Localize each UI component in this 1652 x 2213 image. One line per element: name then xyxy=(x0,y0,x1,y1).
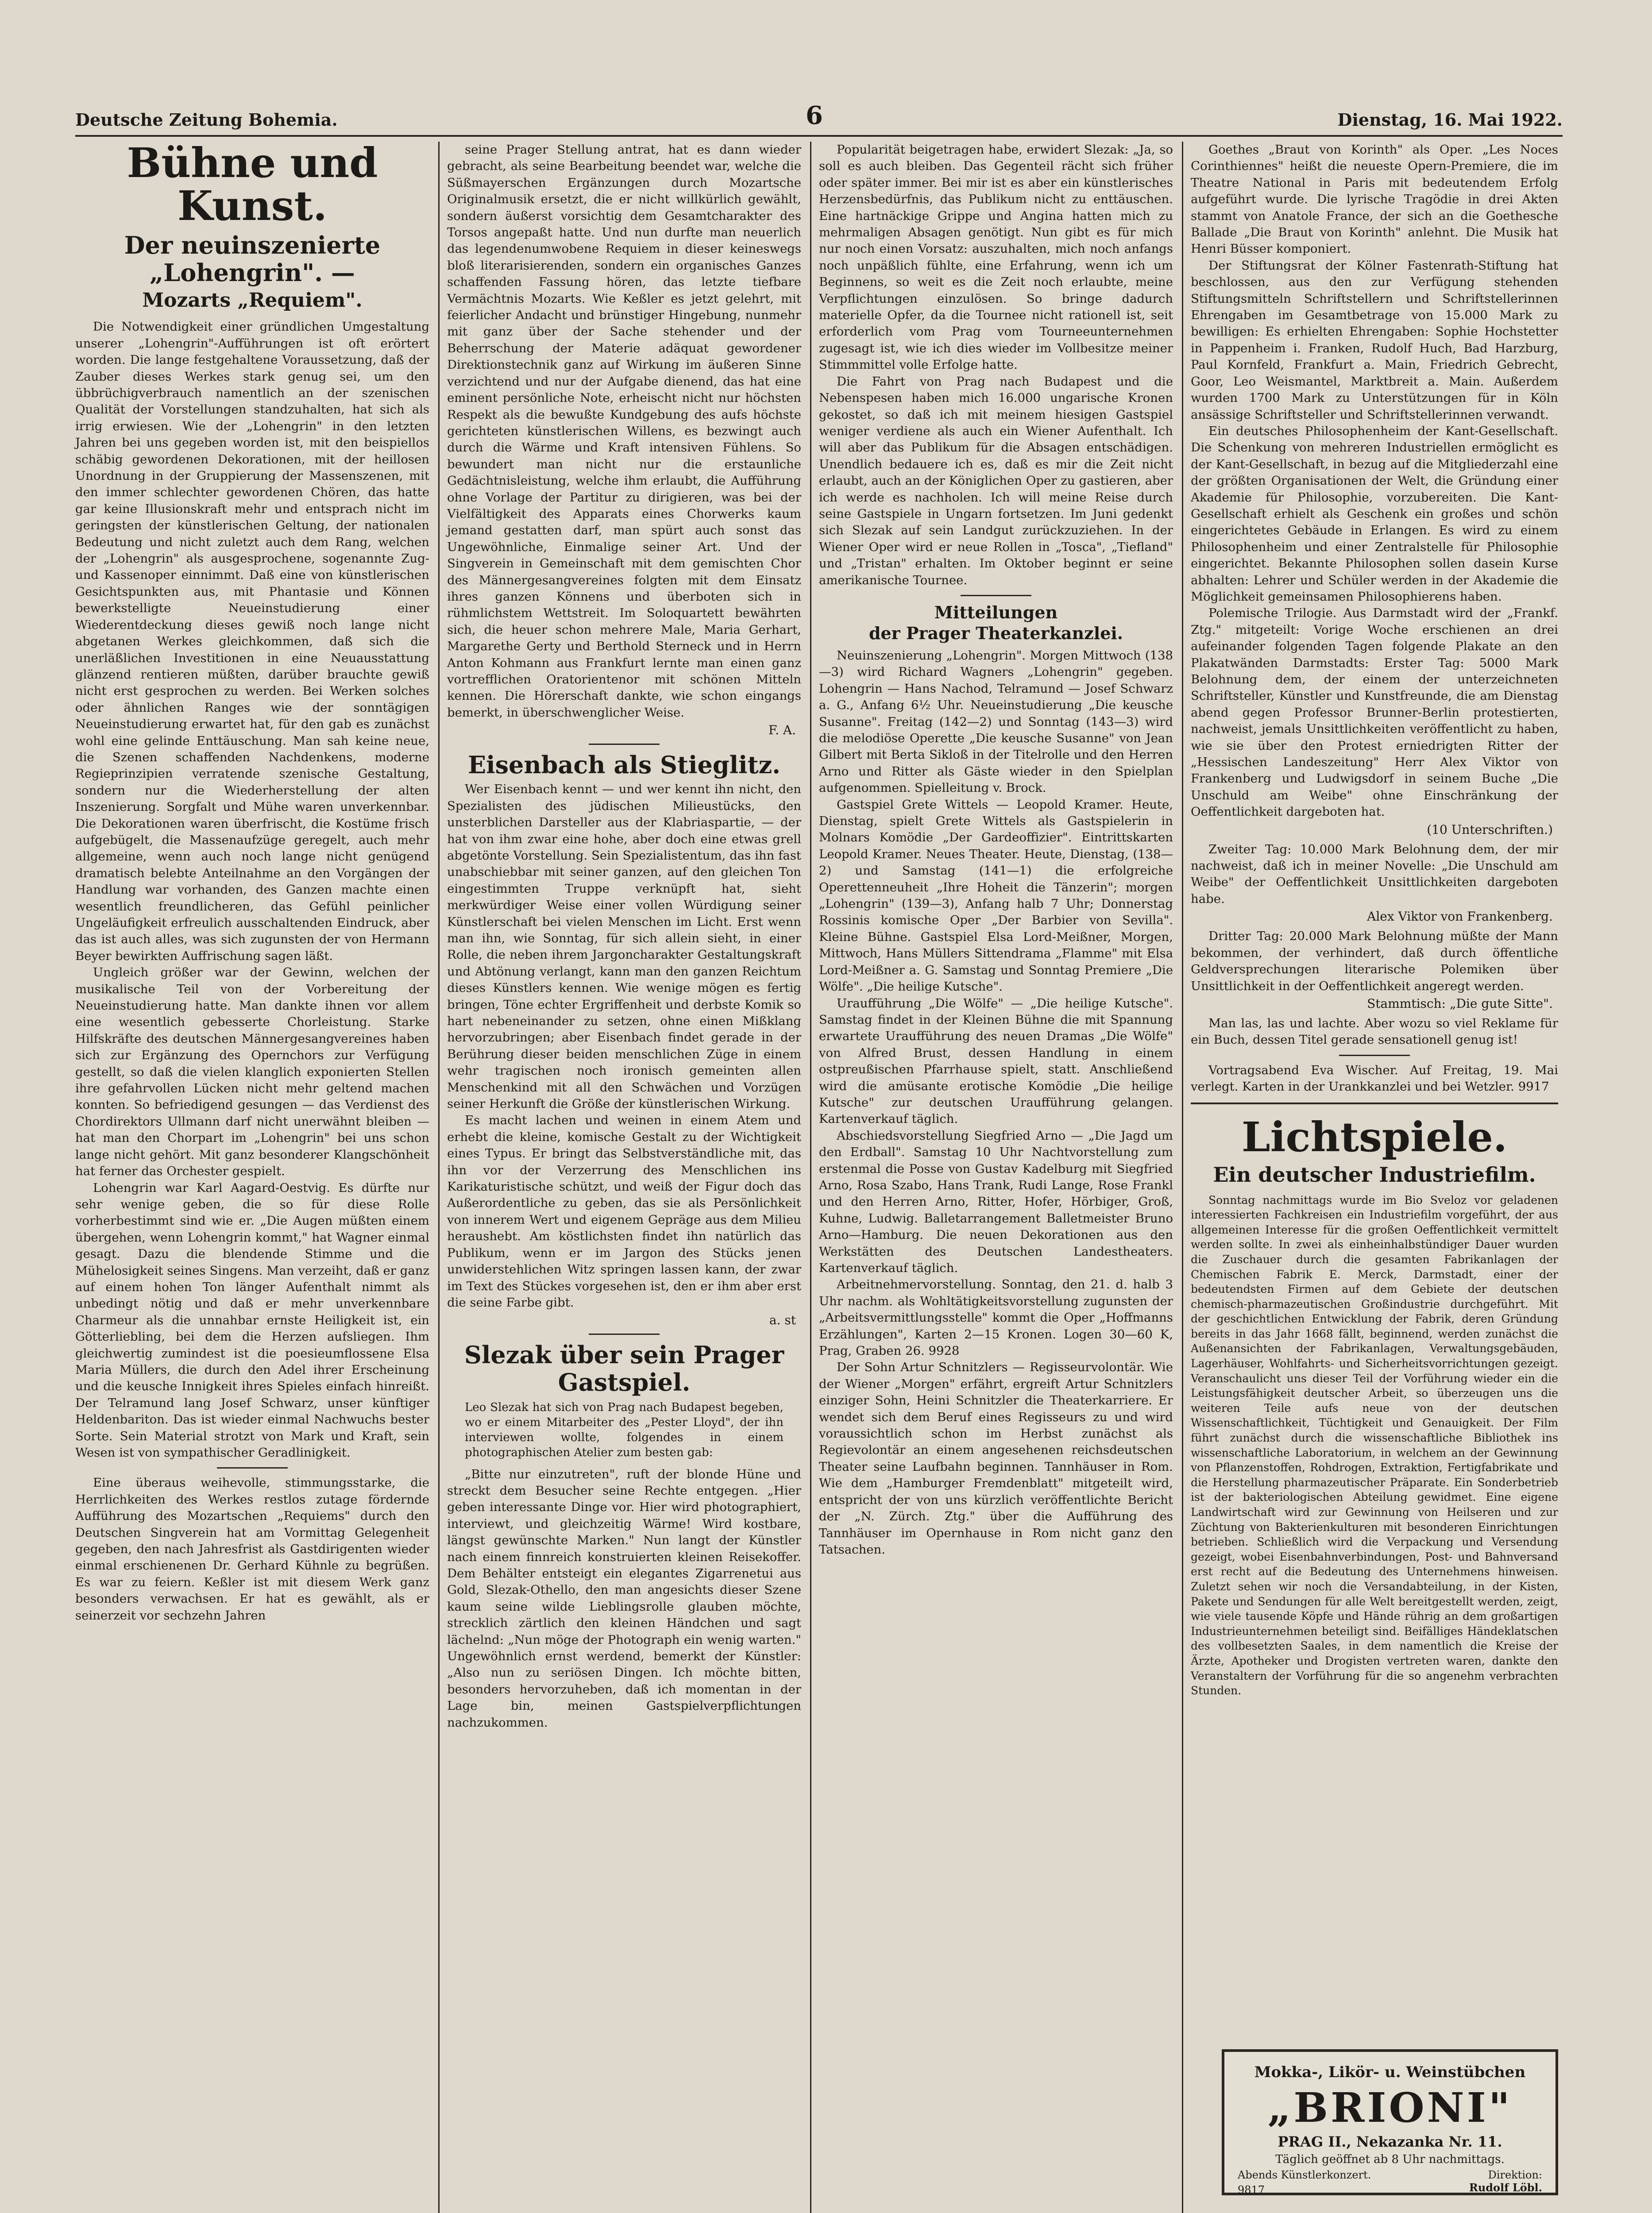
article-paragraph: Sonntag nachmittags wurde im Bio Sveloz vor geladenen interessierten Fachkreisen ein Industriefilm vorgeführt, der aus allgemeinen Interesse für die großen Oeffentlichkeit vermittelt werden sollte. In zwei als einheinhalbstündiger Dauer wurden die Zuschauer durch die gesamten Fabrikanlagen der Chemischen Fabrik E. Merck, Darmstadt, einer der bedeutendsten Firmen auf dem Gebiete der deutschen chemisch-pharmazeutischen Großindustrie durchgeführt. Mit der geschichtlichen Entwicklung der Fabrik, deren Gründung bereits in das Jahr 1668 fällt, beginnend, werden zunächst die Außenansichten der Fabrikanlagen, Verwaltungsgebäuden, Lagerhäuser, Wohlfahrts- und Sicherheitsvorrichtungen gezeigt. Veranschaulicht uns dieser Teil der Vorführung wieder ein die Leistungsfähigkeit deutscher Arbeit, so überzeugen uns die weiteren Teile aufs neue von der deutschen Wissenschaftlichkeit, Tüchtigkeit und Genauigkeit. Der Film führt zunächst durch die wissenschaftliche Bibliothek ins wissenschaftliche Laboratorium, in welchem an der Gewinnung von Pflanzenstoffen, Rohdrogen, Extraktion, Fertigfabrikate und die Herstellung pharmazeutischer Präparate. Ein Sonderbetrieb ist der bakteriologischen Abteilung gewidmet. Eine eigene Landwirtschaft wird zur Gewinnung von Heilseren und zur Züchtung von Bakterienkulturen mit besonderen Einrichtungen betrieben. Schließlich wird die Verpackung und Versendung gezeigt, wobei Eisenbahnverbindungen, Post- und Bahnversand erst recht auf die Bedeutung des Unternehmens hinweisen. Zuletzt sehen wir noch die Versandabteilung, in der Kisten, Pakete und Sendungen für alle Welt bereitgestellt werden, zeigt, wie viele tausende Köpfe und Hände rührig an dem großartigen Industrieunternehmen beteiligt sind. Beifälliges Händeklatschen des vollbesetzten Saales, in dem namentlich die Kreise der Ärzte, Apotheker und Drogisten vertreten waren, dankte den Veranstaltern der Vorführung für die so angenehm verbrachten Stunden. xyxy=(1191,1193,1558,1697)
section-rule xyxy=(1191,1103,1558,1104)
ad-footer xyxy=(1224,2169,1556,2196)
ad-name: „BRIONI" xyxy=(1267,2084,1513,2132)
column-divider xyxy=(810,142,811,2213)
article-subtitle: Mozarts „Requiem". xyxy=(142,289,363,312)
divider xyxy=(589,1334,660,1335)
article-title: Slezak über sein Prager Gastspiel. xyxy=(464,1341,784,1397)
article-title: Eisenbach als Stieglitz. xyxy=(467,751,781,779)
article-paragraph: Wer Eisenbach kennt — und wer kennt ihn nicht, den Spezialisten des jüdischen Milieustücks, den unsterblichen Darsteller aus der Klabriaspartie, — der hat von ihm zwar eine hohe, aber doch eine etwas grell abgetönte Vorstellung. Sein Spezialistentum, das ihn fast unabschiebbar mit seiner ganzen, auf den gleichen Ton eingestimmten Truppe verknüpft hat, sieht merkwürdiger Weise einer vollen Würdigung seiner Künstlerschaft bei vielen Menschen im Licht. Erst wenn man ihn, wie Sonntag, für sich allein sieht, in einer Rolle, die neben ihrem Jargoncharakter Gestaltungskraft und Abtönung verlangt, kann man den ganzen Reichtum dieses Künstlers kennen. Wie wenige mögen es fertig bringen, Töne echter Ergriffenheit und derbste Komik so hart nebeneinander zu setzen, ohne einen Mißklang hervorzubringen; aber Eisenbach findet gerade in der Berührung dieser beiden menschlichen Züge in einem wehr tragischen noch ironisch gemeinten allen Menschenkind mit all den Schwächen und Vorzügen seiner Herkunft die Größe der künstlerischen Wirkung. xyxy=(447,782,801,1111)
article-lead: Leo Slezak hat sich von Prag nach Budapest begeben, wo er einem Mitarbeiter des „Pester Lloyd", der ihn interviewen wollte, folgendes in einem photographischen Atelier zum besten gab: xyxy=(465,1400,784,1459)
article-subtitle: der Prager Theaterkanzlei. xyxy=(868,623,1123,643)
ad-concert: Abends Künstlerkonzert. xyxy=(1238,2169,1371,2181)
article-paragraph: Goethes „Braut von Korinth" als Oper. „Les Noces Corinthiennes" heißt die neueste Opern-Premiere, die im Theatre National in Paris mit bedeutendem Erfolg aufgeführt wurde. Die lyrische Tragödie in drei Akten stammt von Anatole France, der sich an die Goethesche Ballade „Die Braut von Korinth" anlehnt. Die Musik hat Henri Büsser komponiert. xyxy=(1191,143,1558,256)
article-paragraph: Uraufführung „Die Wölfe" — „Die heilige Kutsche". Samstag findet in der Kleinen Bühne die mit Spannung erwartete Uraufführung des neuen Dramas „Die Wölfe" von Alfred Brust, dessen Handlung in einem ostpreußischen Pfarrhause spielt, statt. Anschließend wird die amüsante erotische Komödie „Die heilige Kutsche" zur deutschen Uraufführung gelangen. Kartenverkauf täglich. xyxy=(819,996,1173,1126)
column-divider xyxy=(438,142,440,2213)
article-paragraph: Polemische Trilogie. Aus Darmstadt wird der „Frankf. Ztg." mitgeteilt: Vorige Woche erschienen an drei aufeinander folgenden Tagen folgende Plakate an den Plakatwänden Darmstadts: Erster Tag: 5000 Mark Belohnung dem, der einem der unterzeichneten Schriftsteller, Künstler und Kunstfreunde, die am Dienstag abend gegen Professor Brunner-Berlin protestierten, nachweist, jemals Unsittlichkeiten veröffentlicht zu haben, wie sie über den Protest erniedrigten Ritter der „Hessischen Landeszeitung" Herr Alex Viktor von Frankenberg und Ludwigsdorf in seinem Buche „Die Unschuld am Weibe" ohne Einschränkung der Oeffentlichkeit dargeboten hat. xyxy=(1191,606,1558,819)
article-paragraph: Abschiedsvorstellung Siegfried Arno — „Die Jagd um den Erdball". Samstag 10 Uhr Nachtvorstellung zum erstenmal die Posse von Gustav Kadelburg mit Siegfried Arno, Rosa Szabo, Hans Trank, Rudi Lange, Rose Frankl und den Herren Arno, Ritter, Hofer, Hörbiger, Groß, Kuhne, Ludwig. Balletarrangement Balletmeister Bruno Arno—Hamburg. Die neuen Dekorationen aus den Werkstätten des Deutschen Landestheaters. Kartenverkauf täglich. xyxy=(819,1128,1173,1275)
article-paragraph: Es macht lachen und weinen in einem Atem und erhebt die kleine, komische Gestalt zu der Wichtigkeit eines Typus. Er bringt das Selbstverständliche mit, das ihn vor der Verzerrung des Menschlichen ins Karikaturistische schützt, und weiß der Figur doch das Außerordentliche zu geben, das sie als Persönlichkeit von innerem Wert und eigenem Gepräge aus dem Milieu heraushebt. Am köstlichsten findet ihn natürlich das Publikum, wenn er im Jargon des Stücks jenen unwiderstehlichen Witz springen lassen kann, der zwar im Text des Stückes vorgesehen ist, den er ihm aber erst die seine Farbe gibt. xyxy=(447,1113,801,1310)
ad-headline: Mokka-, Likör- u. Weinstübchen xyxy=(1254,2063,1526,2081)
column-2 xyxy=(447,142,801,1731)
article-paragraph: „Bitte nur einzutreten", ruft der blonde Hüne und streckt dem Besucher seine Rechte entgegen. „Hier geben interessante Dinge vor. Hier wird photographiert, interviewt, und gleichzeitig Wärme! Wird kostbare, längst gewünschte Marken." Nun langt der Künstler nach einem finnreich konstruierten kleinen Reisekoffer. Dem Behälter entsteigt ein elegantes Zigarrenetui aus Gold, Slezak-Othello, den man angesichts dieser Szene kaum seine wilde Lieblingsrolle glauben möchte, strecklich zärtlich den kleinen Händchen und sagt lächelnd: „Nun möge der Photograph ein wenig warten." Ungewöhnlich ernst werdend, bemerkt der Künstler: „Also nun zu seriösen Dingen. Ich möchte bitten, besonders hervorzuheben, daß ich momentan in der Lage bin, meinen Gastspielverpflichtungen nachzukommen. xyxy=(447,1467,801,1730)
article-paragraph: Ungleich größer war der Gewinn, welchen der musikalische Teil von der Vorbereitung der Neueinstudierung hatte. Man dankte ihnen vor allem eine wesentlich gebesserte Chorleistung. Starke Hilfskräfte des deutschen Männergesangvereines haben sich zur Ergänzung des Opernchors zur Verfügung gestellt, so daß die vielen klanglich exponierten Stellen ihre gefahrvollen Lücken nicht mehr geltend machen konnten. So befriedigend gesungen — das Verdienst des Chordirektors Ullmann darf nicht unerwähnt bleiben — hat man den Chorpart im „Lohengrin" bei uns schon lange nicht gehört. Mit ganz besonderer Klangschönheit hat ferner das Orchester gespielt. xyxy=(75,965,429,1179)
section-title: Lichtspiele. xyxy=(1241,1113,1508,1161)
article-paragraph: Eine überaus weihevolle, stimmungsstarke, die Herrlichkeiten des Werkes restlos zutage fördernde Aufführung des Mozartschen „Requiems" durch den Deutschen Singverein hat am Vormittag Gelegenheit gegeben, den nach Jahresfrist als Gastdirigenten wieder einmal erschienenen Dr. Gerhard Kühnle zu begrüßen. Es war zu feiern. Keßler ist mit diesem Werk ganz besonders verwachsen. Er hat es gewählt, als er seinerzeit vor sechzehn Jahren xyxy=(75,1476,429,1623)
article-paragraph: seine Prager Stellung antrat, hat es dann wieder gebracht, als seine Bearbeitung beendet war, welche die Süßmayerschen Ergänzungen durch Mozartsche Originalmusik ersetzt, die er nicht willkürlich gewählt, sondern äußerst vorsichtig dem Gesamtcharakter des Torsos angepaßt hatte. Und nun durfte man neuerlich das legendenumwobene Requiem in dieser keineswegs bloß literarisierenden, sondern ein organisches Ganzes schaffenden Fassung hören, das letzte tiefbare Vermächtnis Mozarts. Wie Keßler es jetzt gelehrt, mit feierlicher Andacht und brünstiger Hingebung, nunmehr mit ganz über der Sache stehender und der Beherrschung der Materie adäquat gewordener Direktionstechnik ganz auf Wirkung im äußeren Sinne verzichtend und nur der Aufgabe dienend, das hat eine eminent persönliche Note, erheischt nicht nur höchsten Respekt als die bewußte Kundgebung des aufs höchste gerichteten künstlerischen Willens, es bezwingt auch durch die Wärme und Kraft intensiven Fühlens. So bewundert man nicht nur die erstaunliche Gedächtnisleistung, welche ihm erlaubt, die Aufführung ohne Vorlage der Partitur zu dirigieren, was bei der Vielfältigkeit des Apparats eines Chorwerks kaum jemand gestatten darf, man spürt auch sonst das Ungewöhnliche, Einmalige seiner Art. Und der Singverein in Gemeinschaft mit dem gemischten Chor des Männergesangvereines folgten mit dem Einsatz ihres ganzen Könnens und überboten sich in rühmlichstem Wettstreit. Im Soloquartett bewährten sich, die heuer schon mehrere Male, Maria Gerhart, Margarethe Gerty und Berthold Sterneck und in Herrn Anton Kohmann aus Frankfurt lernte man einen ganz vortrefflichen Oratorientenor mit schönen Mitteln kennen. Die Hörerschaft dankte, wie schon eingangs bemerkt, in überschwenglicher Weise. xyxy=(447,143,801,720)
page-number: 6 xyxy=(806,101,823,130)
divider xyxy=(1339,1055,1410,1056)
article-paragraph: Der Sohn Artur Schnitzlers — Regisseurvolontär. Wie der Wiener „Morgen" erfährt, ergreift Artur Schnitzlers einziger Sohn, Heini Schnitzler die Theaterkarriere. Er wendet sich dem Beruf eines Regisseurs zu und wird voraussichtlich schon im Herbst zunächst als Regievolontär an einem angesehenen reichsdeutschen Theater seine Laufbahn beginnen. Tannhäuser in Rom. Wie dem „Hamburger Fremdenblatt" mitgeteilt wird, entspricht der von uns kürzlich veröffentlichte Bericht der „N. Zürch. Ztg." über die Aufführung des Tannhäuser im Opernhause in Rom nicht ganz den Tatsachen. xyxy=(819,1360,1173,1557)
article-title: Der neuinszenierte „Lohengrin". — xyxy=(124,231,381,287)
article-paragraph: Die Notwendigkeit einer gründlichen Umgestaltung unserer „Lohengrin"-Aufführungen ist oft erörtert worden. Die lange festgehaltene Voraussetzung, daß der Zauber dieses Werkes stark genug sei, um den übbrüchigverbrauch namentlich an der szenischen Qualität der Vorstellungen standzuhalten, hat sich als irrig erwiesen. Wie der „Lohengrin" in den letzten Jahren bei uns gegeben worden ist, mit den beispiellos schäbig gewordenen Dekorationen, mit der heillosen Unordnung in der Gruppierung der Massenszenen, mit den immer schlechter gewordenen Chören, das hatte gar keine Illusionskraft mehr und entsprach nicht im geringsten der künstlerischen Geltung, der nationalen Bedeutung und nicht zuletzt auch dem Rang, welchen der „Lohengrin" als ausgesprochene, sogenannte Zug- und Kassenoper einnimmt. Daß eine von künstlerischen Gesichtspunkten aus, mit Phantasie und Können bewerkstelligte Neueinstudierung einer Wiederentdeckung dieses gewiß noch lange nicht abgetanen Werkes gleichkommen, daß sich die unerläßlichen Investitionen in eine Neuausstattung glänzend rentieren müßten, darüber brauchte gewiß nicht erst gesprochen zu werden. Bei Werken solches oder ähnlichen Ranges wie der sonntägigen Neueinstudierung erwartet hat, für den gab es zunächst wohl eine gelinde Enttäuschung. Man sah keine neue, die Szenen schaffenden Nachdenkens, moderne Regieprinzipien verratende szenische Gestaltung, sondern nur die Wiederherstellung der alten Inszenierung. Sorgfalt und Mühe waren unverkennbar. Die Dekorationen waren überfrischt, die Kostüme frisch aufgebügelt, die Massenaufzüge geregelt, auch mehr allgemeine, wenn auch noch lange nicht genügend dramatisch belebte Anteilnahme an den Vorgängen der Handlung war vorhanden, des Ganzen machte einen wesentlich freundlicheren, das Gefühl peinlicher Ungeläufigkeit erfreulich ausschaltenden Eindruck, aber das ist auch alles, was sich zugunsten der von Hermann Beyer bewirkten Auffrischung sagen läßt. xyxy=(75,320,429,963)
divider xyxy=(961,595,1031,596)
advertisement xyxy=(1222,2049,1558,2195)
author-signature: a. st xyxy=(769,1313,796,1328)
article-paragraph: Neuinszenierung „Lohengrin". Morgen Mittwoch (138—3) wird Richard Wagners „Lohengrin" gegeben. Lohengrin — Hans Nachod, Telramund — Josef Schwarz a. G., Anfang 6½ Uhr. Neueinstudierung „Die keusche Susanne". Freitag (142—2) und Sonntag (143—3) wird die melodiöse Operette „Die keusche Susanne" von Jean Gilbert mit Berta Sikloß in der Titelrolle und den Herren Arno und Ritter als Gäste wieder in den Spielplan aufgenommen. Spielleitung v. Brock. xyxy=(819,648,1173,795)
newspaper-name: Deutsche Zeitung Bohemia. xyxy=(75,110,338,130)
article-paragraph: Ein deutsches Philosophenheim der Kant-Gesellschaft. Die Schenkung von mehreren Industriellen ermöglicht es der Kant-Gesellschaft, in bezug auf die Mitgliederzahl eine der größten Organisationen der Welt, die Gründung einer Akademie für Philosophie, vorzubereiten. Die Kant-Gesellschaft erhielt als Geschenk ein großes und schön eingerichtetes Gebäude in Erlangen. Es wird zu einem Philosophenheim und einer Zentralstelle für Philosophie eingerichtet. Bekannte Philosophen sollen dasein Kurse abhalten: Lehrer und Schüler werden in der Akademie die Möglichkeit gemeinsamen Philosophierens haben. xyxy=(1191,424,1558,604)
article-paragraph: Lohengrin war Karl Aagard-Oestvig. Es dürfte nur sehr wenige geben, die so für diese Rolle vorherbestimmt sind wie er. „Die Augen müßten einem übergehen, wenn Lohengrin kommt," hat Wagner einmal gesagt. Dazu die blendende Stimme und die Mühelosigkeit seines Singens. Man verzeiht, daß er ganz auf einem hohen Ton länger Aufenthalt nimmt als unbedingt nötig und daß er mehr unverkennbare Charmeur als die unnahbar ernste Heiligkeit ist, ein Götterliebling, bei dem die Herzen aufsliegen. Ihm gleichwertig zumindest ist die poesieumflossene Elsa Maria Müllers, die durch den Adel ihrer Erscheinung und die keusche Innigkeit ihres Spieles einfach hinreißt. Der Telramund lang Josef Schwarz, unser künftiger Heldenbariton. Das ist wieder einmal Nachwuchs bester Sorte. Sein Material strotzt von Mark und Kraft, sein Wesen ist von sympathischer Geradlinigkeit. xyxy=(75,1180,429,1460)
article-title: Ein deutscher Industriefilm. xyxy=(1213,1162,1536,1187)
article-paragraph: Die Fahrt von Prag nach Budapest und die Nebenspesen haben mich 16.000 ungarische Kronen gekostet, so daß ich mit meinem hiesigen Gastspiel weniger verdiene als auch ein Wiener Aufenthalt. Ich will aber das Publikum für die Absagen entschädigen. Unendlich bedauere ich es, daß es mir die Zeit nicht erlaubt, auch an der Königlichen Oper zu gastieren, aber ich werde es nachholen. Ich will meine Reise durch seine Gastspiele in Ungarn fortsetzen. Im Juni gedenkt sich Slezak auf sein Landgut zurückzuziehen. In der Wiener Oper wird er neue Rollen in „Tosca", „Tiefland" und „Tristan" erhalten. Im Oktober beginnt er seine amerikanische Tournee. xyxy=(819,374,1173,587)
article-paragraph: Dritter Tag: 20.000 Mark Belohnung müßte der Mann bekommen, der verhindert, daß durch öffentliche Geldversprechungen literarische Polemiken über Unsittlichkeit in der Oeffentlichkeit angeregt werden. xyxy=(1191,929,1558,993)
page-header xyxy=(75,96,1563,136)
signature-line: (10 Unterschriften.) xyxy=(1427,822,1553,837)
article-paragraph: Der Stiftungsrat der Kölner Fastenrath-Stiftung hat beschlossen, aus den zur Verfügung stehenden Stiftungsmitteln Schriftstellern und Schriftstellerinnen Ehrengaben im Gesamtbetrage von 15.000 Mark zu bewilligen: Es erhielten Ehrengaben: Sophie Hochstetter in Pappenheim i. Franken, Rudolf Huch, Bad Harzburg, Paul Kornfeld, Frankfurt a. Main, Friedrich Gebrecht, Goor, Leo Weismantel, Marktbreit a. Main. Außerdem wurden 1700 Mark zu Unterstützungen für in Köln ansässige Schriftsteller und Schriftstellerinnen verwandt. xyxy=(1191,258,1558,422)
author-signature: F. A. xyxy=(768,723,796,738)
column-divider xyxy=(1182,142,1183,2213)
ad-code: 9817 xyxy=(1238,2184,1265,2196)
article-paragraph: Zweiter Tag: 10.000 Mark Belohnung dem, der mir nachweist, daß ich in meiner Novelle: „Die Unschuld am Weibe" der Oeffentlichkeit Unsittlichkeiten dargeboten habe. xyxy=(1191,842,1558,906)
article-paragraph: Popularität beigetragen habe, erwidert Slezak: „Ja, so soll es auch bleiben. Das Gegenteil rächt sich früher oder später immer. Bei mir ist es aber ein künstlerisches Herzensbedürfnis, das Publikum nicht zu enttäuschen. Eine hartnäckige Grippe und Angina hatten mich zu mehrmaligen Absagen genötigt. Nun gibt es für mich nur noch einen Vorsatz: auszuhalten, mich noch anfangs noch unpäßlich fühlte, eine Erfahrung, wenn ich um Beginnens, so weit es die Zeit noch erlaubte, meine Verpflichtungen einzulösen. So bringe dadurch materielle Opfer, da die Tournee nicht rationell ist, seit erforderlich vom Prag vom Tourneeunternehmen zugesagt ist, wie ich dies wieder im Vollbesitze meiner Stimmmittel volle Erfolge hatte. xyxy=(819,143,1173,372)
column-1 xyxy=(75,139,429,1624)
signature-line: Alex Viktor von Frankenberg. xyxy=(1367,909,1553,924)
divider xyxy=(217,1467,288,1469)
issue-date: Dienstag, 16. Mai 1922. xyxy=(1337,110,1563,130)
article-paragraph: Vortragsabend Eva Wischer. Auf Freitag, 19. Mai verlegt. Karten in der Urankkanzlei und bei Wetzler. 9917 xyxy=(1191,1063,1558,1094)
ad-direction: Direktion: Rudolf Löbl. xyxy=(1469,2169,1542,2194)
column-4 xyxy=(1191,142,1558,1698)
article-paragraph: Gastspiel Grete Wittels — Leopold Kramer. Heute, Dienstag, spielt Grete Wittels als Gastspielerin in Molnars Komödie „Der Gardeoffizier". Eintrittskarten Leopold Kramer. Neues Theater. Heute, Dienstag, (138—2) und Samstag (141—1) die erfolgreiche Operettenneuheit „Ihre Hoheit die Tänzerin"; morgen „Lohengrin" (139—3), Anfang halb 7 Uhr; Donnerstag Rossinis komische Oper „Der Barbier von Sevilla". Kleine Bühne. Gastspiel Elsa Lord-Meißner, Morgen, Mittwoch, Hans Müllers Sittendrama „Flamme" mit Elsa Lord-Meißner a. G. Samstag und Sonntag Premiere „Die Wölfe". „Die heilige Kutsche". xyxy=(819,797,1173,994)
divider xyxy=(589,744,660,745)
article-title: Mitteilungen xyxy=(934,602,1058,622)
signature-line: Stammtisch: „Die gute Sitte". xyxy=(1367,996,1553,1011)
section-title: Bühne und Kunst. xyxy=(127,139,378,230)
header-rule xyxy=(75,135,1563,137)
column-3 xyxy=(819,142,1173,1558)
ad-address: PRAG II., Nekazanka Nr. 11. xyxy=(1278,2133,1502,2150)
ad-hours: Täglich geöffnet ab 8 Uhr nachmittags. xyxy=(1275,2153,1505,2166)
article-paragraph: Man las, las und lachte. Aber wozu so viel Reklame für ein Buch, dessen Titel gerade sensationell genug ist! xyxy=(1191,1016,1558,1047)
article-paragraph: Arbeitnehmervorstellung. Sonntag, den 21. d. halb 3 Uhr nachm. als Wohltätigkeitsvorstellung zugunsten der „Arbeitsvermittlungsstelle" kommt die Oper „Hoffmanns Erzählungen", Karten 2—15 Kronen. Logen 30—60 K, Prag, Graben 26. 9928 xyxy=(819,1277,1173,1358)
